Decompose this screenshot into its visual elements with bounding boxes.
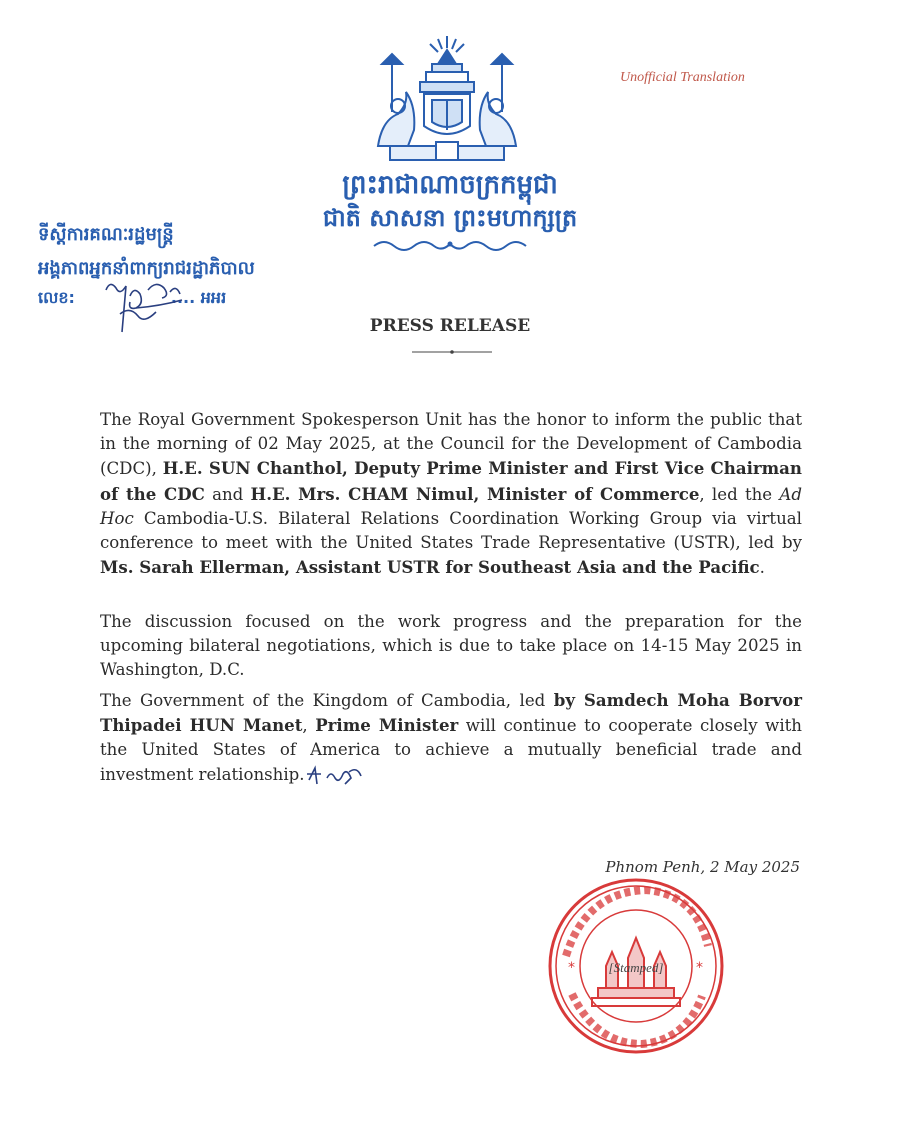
nation-religion-king-motto: ជាតិ សាសនា ព្រះមហាក្សត្រ	[322, 204, 578, 232]
stamped-label: [Stamped]	[608, 960, 664, 975]
title-underline-ornament	[412, 348, 492, 356]
name-sun-chanthol: H.E. SUN Chanthol, Deputy Prime Minister and First Vice Chairman of the CDC	[100, 458, 802, 504]
name-sarah-ellerman: Ms. Sarah Ellerman, Assistant USTR for Southeast Asia and the Pacific	[100, 557, 760, 578]
royal-crest-emblem	[368, 34, 526, 166]
name-hun-manet: by Samdech Moha Borvor Thipadei HUN Manet	[100, 690, 802, 736]
paragraph-meeting-details: The Royal Government Spokesperson Unit has the honor to inform the public that in the morning of 02 May 2025, at the Council for the Development of Cambodia (CDC), H.E. SUN Chanthol, Deputy Prime Minister and First Vice Chairman of the CDC and H.E. Mrs. CHAM Nimul, Minister of Commerce, led the Ad Hoc Cambodia-U.S. Bilateral Relations Coordination Working Group via virtual conference to meet with the United States Trade Representative (USTR), led by Ms. Sarah Ellerman, Assistant USTR for Southeast Asia and the Pacific.	[100, 410, 802, 578]
official-red-seal-stamp	[546, 876, 726, 1056]
prime-minister-title: Prime Minister	[315, 715, 459, 736]
unofficial-translation-label: Unofficial Translation	[620, 70, 745, 85]
ad-hoc-italic: Ad Hoc	[100, 484, 802, 528]
name-cham-nimul: H.E. Mrs. CHAM Nimul, Minister of Commerce	[250, 483, 700, 504]
press-release-title: PRESS RELEASE	[369, 316, 531, 336]
paragraph-government-cooperation: The Government of the Kingdom of Cambodia, led by Samdech Moha Borvor Thipadei HUN Manet, Prime Minister will continue to cooperate closely with the United States of America to achieve a mutually beneficial trade and investment relationship.	[100, 690, 802, 784]
handwritten-reference-number	[100, 276, 220, 336]
place-date-line: Phnom Penh, 2 May 2025	[605, 858, 800, 876]
kingdom-title: ព្រះរាជាណាចក្រកម្ពុជា	[342, 170, 558, 200]
reference-suffix: .... អអរ	[170, 288, 227, 307]
office-spokesperson-unit: អង្គភាពអ្នកនាំពាក្យរាជរដ្ឋាភិបាល	[38, 258, 255, 279]
svg-text:*: *	[696, 960, 703, 976]
paragraph-discussion-focus: The discussion focused on the work progress and the preparation for the upcoming bilateral negotiations, which is due to take place on 14-15 May 2025 in Washington, D.C.	[100, 612, 802, 680]
office-council-of-ministers: ទីស្តីការគណៈរដ្ឋមន្ត្រី	[38, 224, 174, 245]
handwritten-initials	[305, 764, 365, 786]
reference-prefix: លេខ:	[38, 288, 75, 307]
ornament-divider	[370, 236, 530, 254]
svg-text:*: *	[568, 960, 575, 976]
